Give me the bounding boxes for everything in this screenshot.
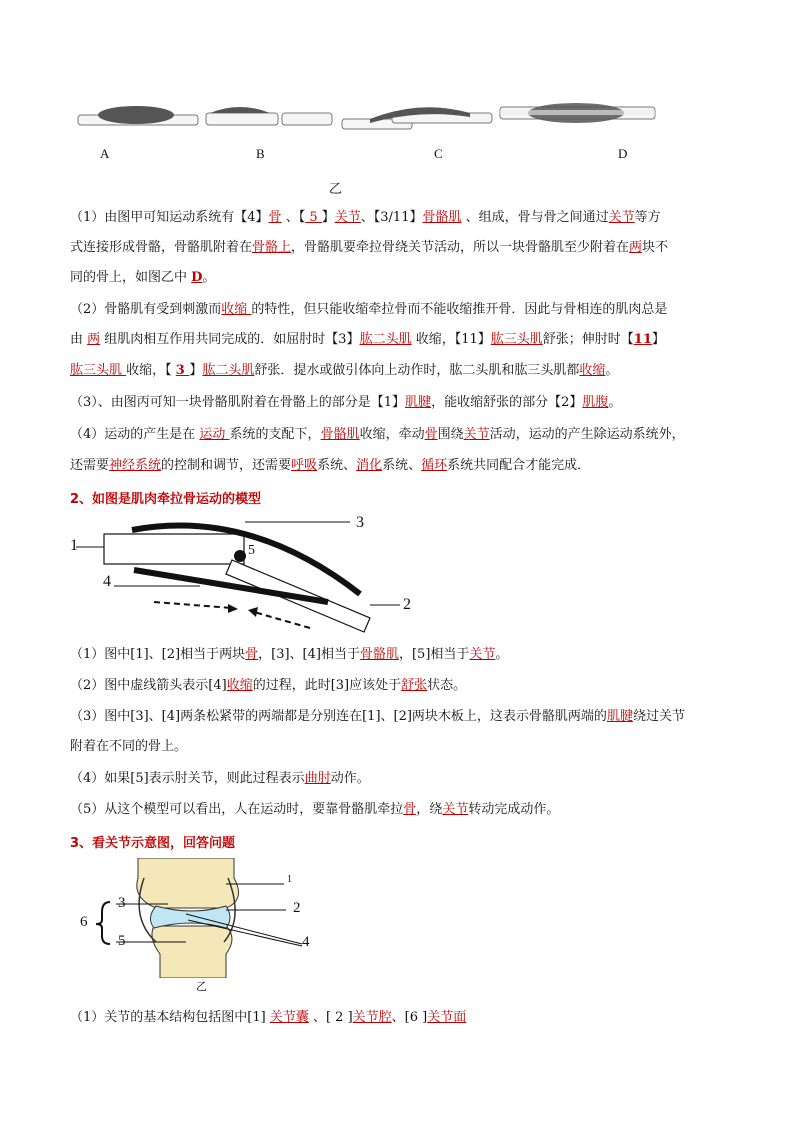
question-2-heading: 2、如图是肌肉牵拉骨运动的模型 — [70, 492, 262, 507]
q1-part1-line2: 式连接形成骨骼，骨骼肌附着在骨骼上，骨骼肌要牵拉骨绕关节活动，所以一块骨骼肌至少附着在两块不 — [70, 240, 669, 255]
model-label-5: 5 — [248, 543, 255, 558]
figure-label-c: C — [434, 146, 443, 161]
joint-label-4: 4 — [302, 934, 310, 950]
figure-a-drawing — [78, 106, 198, 125]
q2-statement-4: （4）如果[5]表示肘关节，则此过程表示曲肘动作。 — [70, 771, 370, 786]
q1-part2-line1: （2）骨骼肌有受到刺激而收缩 的特性，但只能收缩牵拉骨而不能收缩推开骨．因此与骨相连的肌肉总是 — [70, 302, 668, 317]
q3-statement-1: （1）关节的基本结构包括图中[1] 关节囊 、[ 2 ]关节腔、[6 ]关节面 — [70, 1010, 467, 1025]
q1-part2-line3: 肱三头肌 收缩，【 3 】肱二头肌舒张．提水或做引体向上动作时，肱二头肌和肱三头肌都收缩。 — [70, 363, 619, 378]
muscle-model-diagram — [70, 510, 430, 635]
q2-statement-3-line1: （3）图中[3]、[4]两条松紧带的两端都是分别连在[1]、[2]两块木板上，这表示骨骼肌两端的肌腱绕过关节 — [70, 709, 685, 724]
q1-part4-line2: 还需要神经系统的控制和调节，还需要呼吸系统、消化系统、循环系统共同配合才能完成． — [70, 458, 591, 473]
q2-statement-1: （1）图中[1]、[2]相当于两块骨，[3]、[4]相当于骨骼肌，[5]相当于关节。 — [70, 647, 509, 662]
joint-caption: 乙 — [196, 980, 207, 993]
figure-caption: 乙 — [329, 182, 343, 197]
q2-statement-5: （5）从这个模型可以看出，人在运动时，要靠骨骼肌牵拉骨，绕关节转动完成动作。 — [70, 802, 560, 817]
joint-label-1: 1 — [287, 874, 292, 885]
q1-part3: （3）、由图丙可知一块骨骼肌附着在骨骼上的部分是【1】肌腱，能收缩舒张的部分【2】肌腹。 — [70, 395, 622, 410]
joint-diagram — [76, 858, 336, 978]
q1-part4-line1: （4）运动的产生是在 运动 系统的支配下，骨骼肌收缩，牵动骨围绕关节活动，运动的产生除运动系统外， — [70, 427, 685, 442]
model-label-4: 4 — [103, 573, 111, 590]
figure-d-drawing — [500, 103, 655, 123]
muscle-bone-figure-row — [70, 95, 670, 145]
q2-statement-3-line2: 附着在不同的骨上。 — [70, 739, 188, 754]
model-label-2: 2 — [403, 596, 411, 613]
figure-b-drawing — [206, 107, 332, 125]
joint-label-5: 5 — [118, 933, 126, 949]
figure-label-b: B — [256, 146, 265, 161]
joint-label-6: 6 — [80, 914, 88, 930]
model-label-3: 3 — [356, 514, 364, 531]
figure-label-a: A — [100, 146, 110, 161]
q1-part1-line1: （1）由图甲可知运动系统有【4】骨 、【 5 】关节、【3/11】骨骼肌 、组成，骨与骨之间通过关节等方 — [70, 210, 661, 225]
joint-label-2: 2 — [293, 900, 301, 916]
q2-statement-2: （2）图中虚线箭头表示[4]收缩的过程，此时[3]应该处于舒张状态。 — [70, 678, 467, 693]
question-3-heading: 3、看关节示意图，回答问题 — [70, 836, 236, 851]
joint-label-3: 3 — [118, 895, 126, 911]
figure-c-drawing — [342, 107, 492, 129]
q1-part2-line2: 由 两 组肌肉相互作用共同完成的．如屈肘时【3】肱二头肌 收缩，【11】肱三头肌舒张；伸肘时【11】 — [70, 332, 665, 347]
figure-label-d: D — [618, 146, 628, 161]
model-label-1: 1 — [70, 537, 78, 554]
q1-part1-line3: 同的骨上，如图乙中 D。 — [70, 270, 216, 285]
